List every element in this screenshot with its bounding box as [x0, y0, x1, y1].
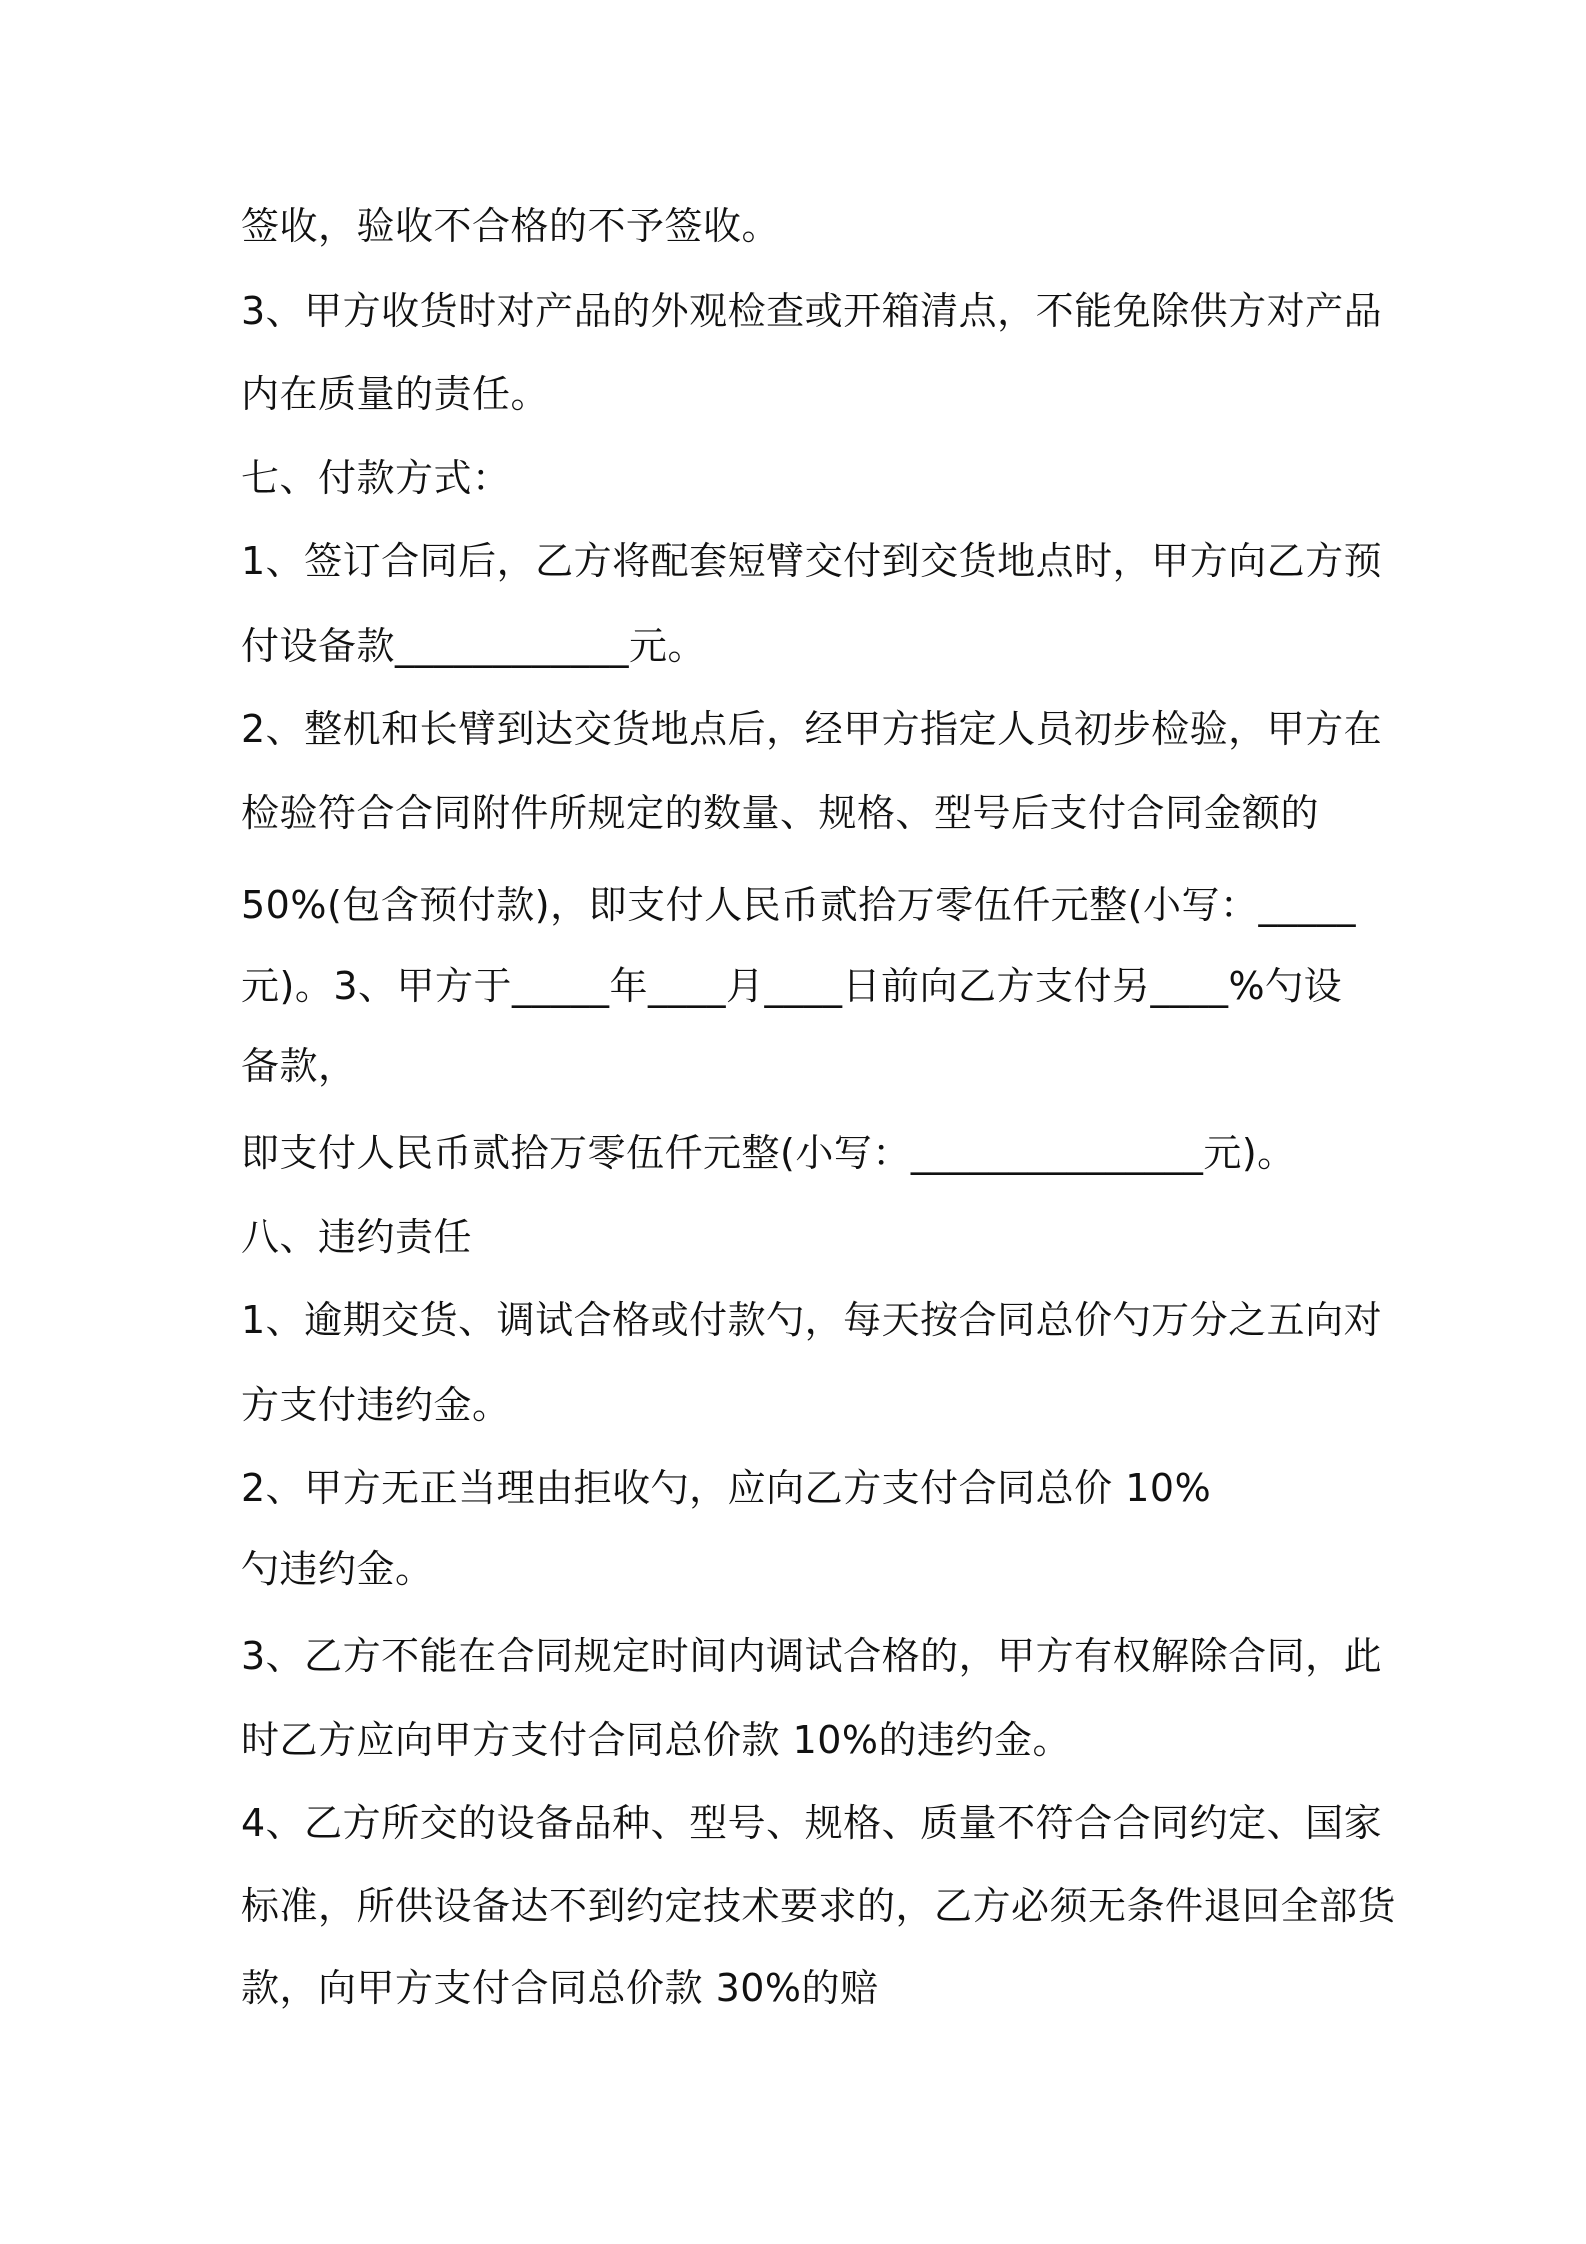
text-line: 时乙方应向甲方支付合同总价款 10%的违约金。 [241, 1718, 1072, 1762]
text-line: 备款， [241, 1044, 357, 1088]
text-line: 50%(包含预付款)，即支付人民币贰拾万零伍仟元整(小写：_____ [241, 883, 1356, 927]
text-line: 4、乙方所交的设备品种、型号、规格、质量不符合合同约定、国家 [241, 1801, 1383, 1845]
text-line: 2、整机和长臂到达交货地点后，经甲方指定人员初步检验，甲方在 [241, 707, 1383, 751]
text-line: 方支付违约金。 [241, 1383, 511, 1427]
text-line: 3、甲方收货时对产品的外观检查或开箱清点，不能免除供方对产品 [241, 289, 1383, 333]
text-line: 3、乙方不能在合同规定时间内调试合格的，甲方有权解除合同，此 [241, 1634, 1383, 1678]
text-line: 内在质量的责任。 [241, 372, 550, 416]
text-line: 签收，验收不合格的不予签收。 [241, 204, 781, 248]
text-line: 检验符合合同附件所规定的数量、规格、型号后支付合同金额的 [241, 791, 1320, 835]
text-line: 款，向甲方支付合同总价款 30%的赔 [241, 1966, 879, 2010]
text-line: 1、签订合同后，乙方将配套短臂交付到交货地点时，甲方向乙方预 [241, 539, 1383, 583]
text-line: 付设备款____________元。 [241, 624, 707, 668]
text-line: 1、逾期交货、调试合格或付款勺，每天按合同总价勺万分之五向对 [241, 1298, 1383, 1342]
section-heading: 八、违约责任 [241, 1215, 473, 1259]
text-line: 2、甲方无正当理由拒收勺，应向乙方支付合同总价 10% [241, 1466, 1212, 1510]
text-line: 勺违约金。 [241, 1547, 434, 1591]
section-heading: 七、付款方式： [241, 456, 511, 500]
text-line: 元)。3、甲方于_____年____月____日前向乙方支付另____%勺设 [241, 964, 1343, 1008]
text-line: 标准，所供设备达不到约定技术要求的，乙方必须无条件退回全部货 [241, 1884, 1397, 1928]
text-line: 即支付人民币贰拾万零伍仟元整(小写：_______________元)。 [241, 1131, 1296, 1175]
